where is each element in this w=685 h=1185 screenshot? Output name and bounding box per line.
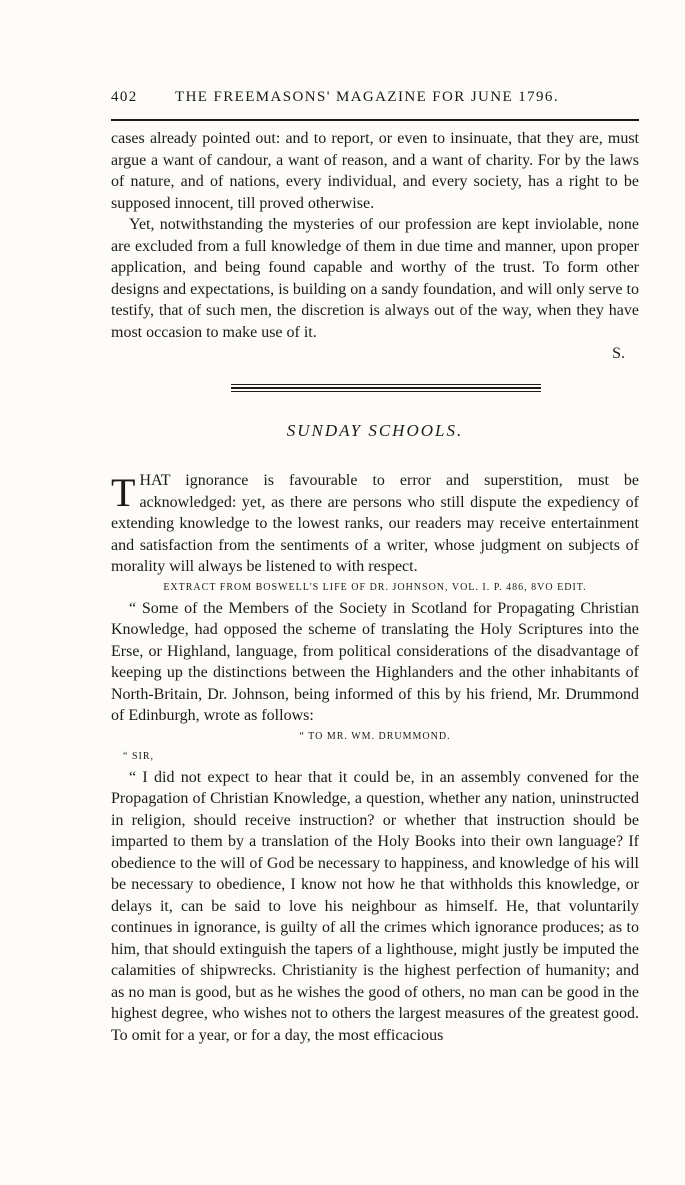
signature: S. xyxy=(612,345,625,362)
letter-salutation: “ SIR, xyxy=(123,750,154,762)
intro-text: HAT ignorance is favourable to error and superstition, must be acknowledged: yet, as there are persons who still dispute the expediency of extending knowledge to the lowest ranks, our readers may receive entertainment and satisfaction from the sentiments of a writer, whose judgment on subjects of morality will always be listened to with respect. xyxy=(111,472,639,575)
page-number: 402 xyxy=(111,89,138,105)
article-body xyxy=(111,470,639,1046)
paragraph: cases already pointed out: and to report, or even to insinuate, that they are, must argue a want of candour, a want of reason, and a want of charity. For by the laws of nature, and of nations, every individual, and every society, has a right to be supposed innocent, till proved otherwise. xyxy=(111,130,639,212)
drop-cap: T xyxy=(111,470,136,515)
extract-note: EXTRACT FROM BOSWELL'S LIFE OF DR. JOHNSON, VOL. I. P. 486, 8VO EDIT. xyxy=(163,581,587,593)
letter-body: “ I did not expect to hear that it could be, in an assembly convened for the Propagation of Christian Knowledge, a question, whether any nation, uninstructed in religion, should receive instruction? or whether that instruction should be imparted to them by a translation of the Holy Books into their own language? If obedience to the will of God be necessary to happiness, and knowledge of his will be necessary to obedience, I know not how he that withholds this knowledge, or delays it, can be said to love his neighbour as himself. He, that voluntarily continues in ignorance, is guilty of all the crimes which ignorance produces; as to him, that should extinguish the tapers of a lighthouse, might justly be imputed the calamities of shipwrecks. Christianity is the highest perfection of humanity; and as no man is good, but as he wishes the good of others, no man can be good in the highest degree, who wishes not to others the largest measures of the greatest good. To omit for a year, or for a day, the most efficacious xyxy=(111,768,640,1044)
running-title: THE FREEMASONS' MAGAZINE FOR JUNE 1796. xyxy=(175,89,559,105)
header-rule xyxy=(111,119,639,121)
article-continuation xyxy=(111,128,639,364)
quote-intro: “ Some of the Members of the Society in Scotland for Propagating Christian Knowledge, had opposed the scheme of translating the Holy Scriptures into the Erse, or Highland, language, from political considerations of the disadvantage of keeping up the distinctions between the Highlanders and the other inhabitants of North-Britain, Dr. Johnson, being informed of this by his friend, Mr. Drummond of Edinburgh, wrote as follows: xyxy=(111,599,639,724)
section-divider xyxy=(231,384,541,394)
letter-address: “ TO MR. WM. DRUMMOND. xyxy=(299,730,451,742)
article-heading: SUNDAY SCHOOLS. xyxy=(286,421,464,440)
intro-paragraph xyxy=(111,470,639,578)
paragraph: Yet, notwithstanding the mysteries of our profession are kept inviolable, none are excluded from a full knowledge of them in due time and manner, upon proper application, and being found capable and worthy of the trust. To form other designs and expectations, is building on a sandy foundation, and will only serve to testify, that of such men, the discretion is always out of the way, when they have most occasion to make use of it. xyxy=(111,216,639,341)
